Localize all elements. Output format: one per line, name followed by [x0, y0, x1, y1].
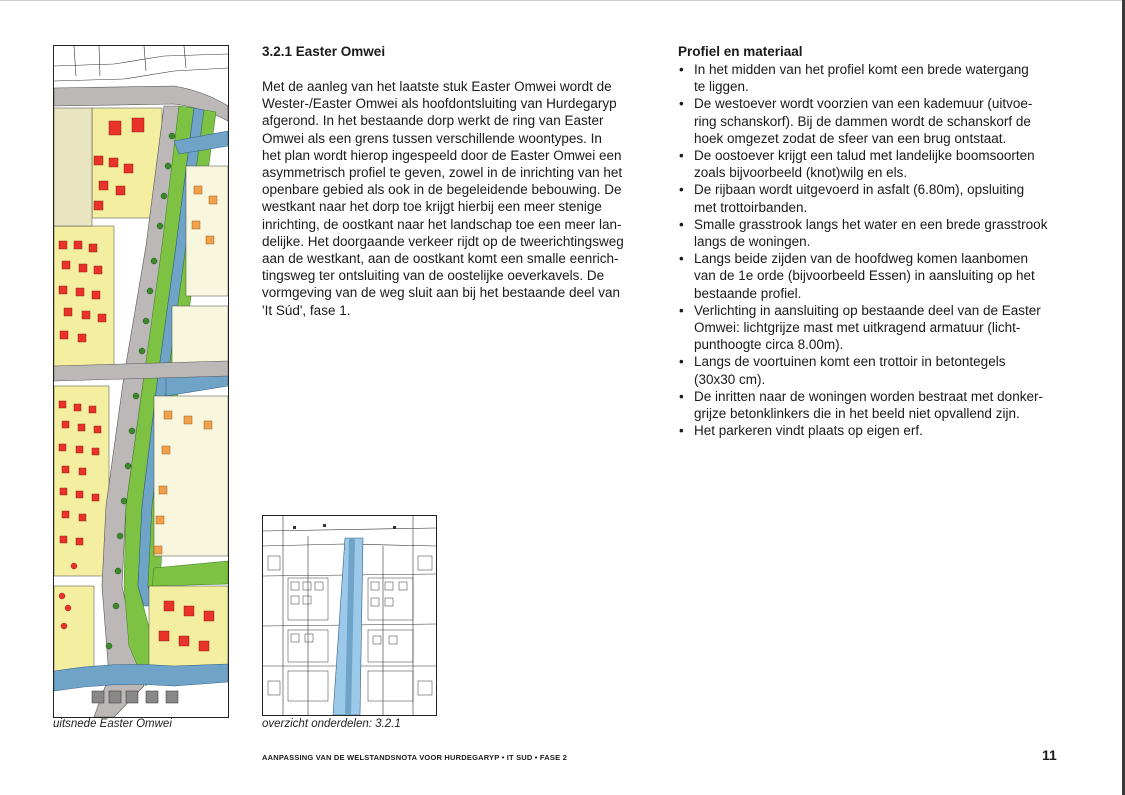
body-line: aan de westkant, aan de oostkant komt een smalle eenrich-: [262, 251, 619, 267]
section-body: [262, 78, 647, 319]
section-title: 3.2.1 Easter Omwei: [262, 44, 386, 59]
map-overview-image: [263, 516, 436, 715]
footer-title: AANPASSING VAN DE WELSTANDSNOTA VOOR HURDEGARYP • IT SUD • FASE 2: [262, 753, 567, 762]
list-item: [678, 422, 1078, 439]
body-line: Wester-/Easter Omwei als hoofdontsluiting van Hurdegaryp: [262, 96, 617, 112]
body-line: Omwei als een grens tussen verschillende woontypes. In: [262, 130, 602, 146]
body-line: openbare gebied als ook in de begeleidende bebouwing. De: [262, 182, 622, 198]
list-item-line: grijze betonklinkers die in het beeld niet opvallend zijn.: [694, 406, 1020, 422]
list-item: [678, 181, 1078, 215]
list-item: [678, 216, 1078, 250]
list-item-line: ring schanskorf). Bij de dammen wordt de schanskorf de: [694, 113, 1031, 129]
body-line: westkant naar het dorp toe krijgt hierbij een meer stenige: [262, 199, 602, 215]
body-line: afgerond. In het bestaande dorp werkt de ring van Easter: [262, 113, 604, 129]
list-item-line: hoek omgezet zodat de sfeer van een brug ontstaat.: [694, 130, 1007, 146]
profile-list: [678, 61, 1078, 439]
body-line: 'It Súd', fase 1.: [262, 302, 351, 318]
list-item-line: (30x30 cm).: [694, 371, 766, 387]
body-line: tingsweg ter ontsluiting van de oostelijke oeverkavels. De: [262, 268, 605, 284]
caption-left-map: uitsnede Easter Omwei: [53, 718, 172, 730]
list-item-line: • De westoever wordt voorzien van een kademuur (uitvoe-: [694, 96, 1033, 112]
list-item-line: • In het midden van het profiel komt een brede watergang: [694, 62, 1029, 77]
caption-overview-map: overzicht onderdelen: 3.2.1: [262, 718, 401, 730]
page-number: 11: [1042, 747, 1057, 763]
top-edge: [0, 0, 1125, 1]
profile-title: Profiel en materiaal: [678, 44, 803, 59]
body-line: Met de aanleg van het laatste stuk Easter Omwei wordt de: [262, 79, 612, 94]
list-item-line: met trottoirbanden.: [694, 199, 808, 215]
list-item-line: • Smalle grasstrook langs het water en een brede grasstrook: [694, 216, 1048, 232]
map-overview: [262, 515, 437, 716]
list-item: [678, 250, 1078, 302]
body-line: delijke. Het doorgaande verkeer rijdt op de tweerichtingsweg: [262, 233, 624, 249]
body-line: het plan wordt hierop ingespeeld door de Easter Omwei een: [262, 147, 622, 163]
list-item: [678, 353, 1078, 387]
list-item-line: Omwei: lichtgrijze mast met uitkragend armatuur (licht-: [694, 320, 1021, 336]
list-item-line: te liggen.: [694, 79, 749, 95]
list-item-line: • Langs beide zijden van de hoofdweg komen laanbomen: [694, 251, 1028, 267]
list-item-line: • Verlichting in aansluiting op bestaande deel van de Easter: [694, 302, 1041, 318]
list-item-line: langs de woningen.: [694, 234, 811, 250]
list-item-line: • De oostoever krijgt een talud met landelijke boomsoorten: [694, 148, 1035, 164]
list-item-line: zoals bijvoorbeeld (knot)wilg en els.: [694, 165, 908, 181]
list-item-line: • De rijbaan wordt uitgevoerd in asfalt (6.80m), opsluiting: [694, 182, 1025, 198]
list-item-line: bestaande profiel.: [694, 285, 802, 301]
list-item: [678, 95, 1078, 147]
list-item-line: • Langs de voortuinen komt een trottoir in betontegels: [694, 354, 1006, 370]
list-item: [678, 147, 1078, 181]
body-line: inrichting, de oostkant naar het landschap toe een meer lan-: [262, 216, 622, 232]
list-item-line: • Het parkeren vindt plaats op eigen erf.: [694, 423, 923, 439]
list-item-line: punthoogte circa 8.00m).: [694, 337, 844, 353]
list-item: [678, 388, 1078, 422]
body-line: vormgeving van de weg sluit aan bij het bestaande deel van: [262, 285, 620, 301]
list-item: [678, 302, 1078, 354]
list-item-line: • De inritten naar de woningen worden bestraat met donker-: [694, 388, 1043, 404]
map-detail-image: [54, 46, 228, 717]
map-easter-omwei-detail: [53, 45, 229, 718]
list-item-line: van de 1e orde (bijvoorbeeld Essen) in aansluiting op het: [694, 268, 1035, 284]
list-item: [678, 61, 1078, 95]
body-line: asymmetrisch profiel te geven, zowel in de inrichting van het: [262, 165, 623, 181]
